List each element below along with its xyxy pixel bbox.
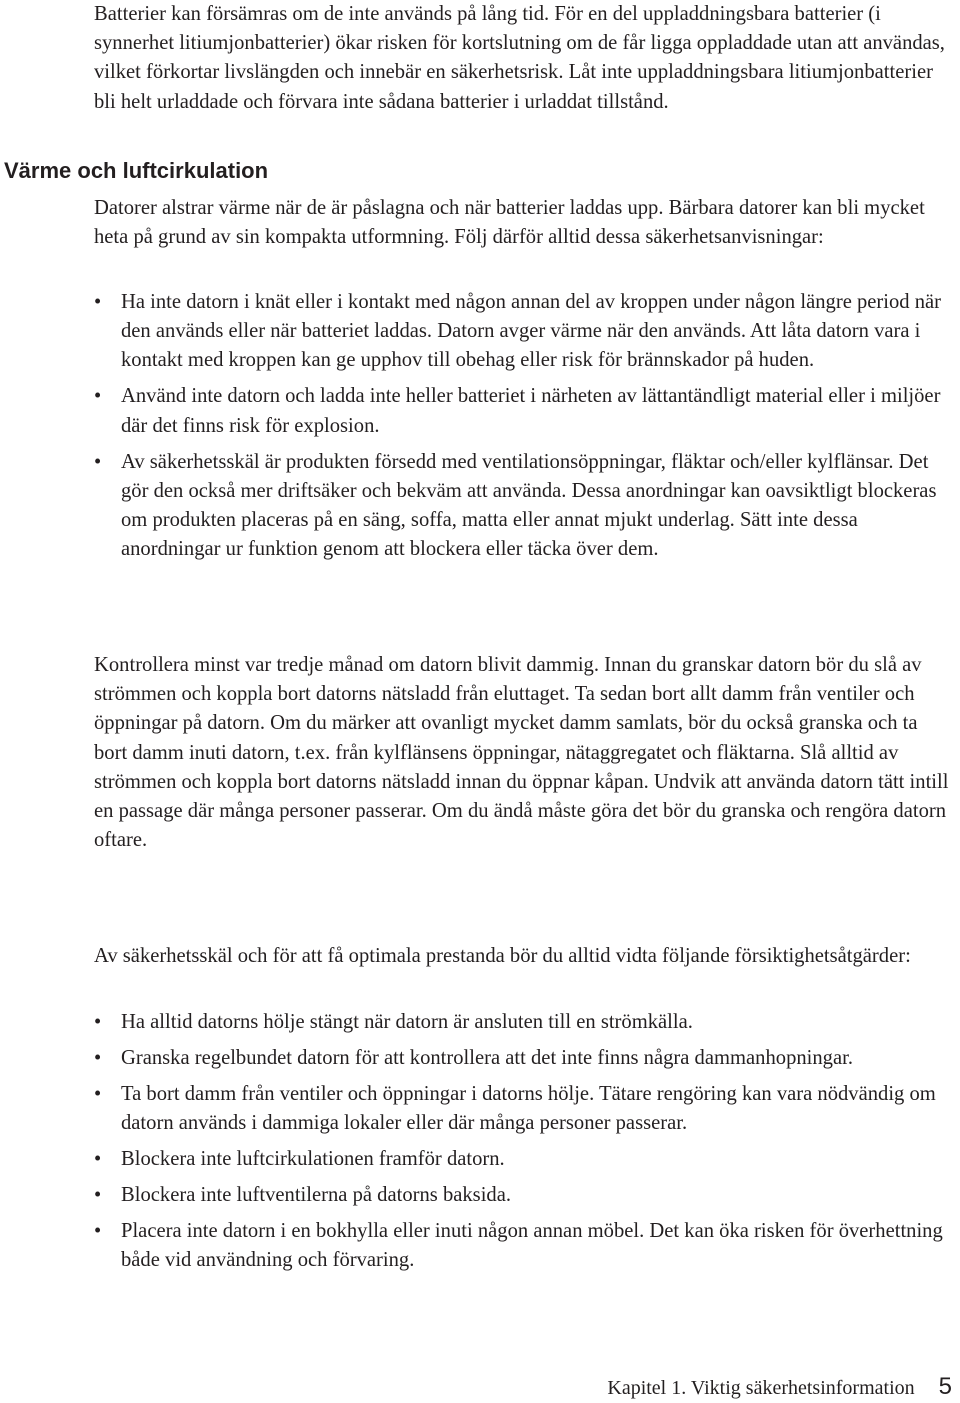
list-item: [94, 1008, 954, 1037]
footer-page-number: 5: [938, 1373, 952, 1400]
precaution-bullet-list: [94, 1008, 954, 1282]
list-item-text: Ha alltid datorns hölje stängt när datorn är ansluten till en strömkälla.: [121, 1011, 693, 1033]
page-footer: [607, 1372, 952, 1403]
bullet-icon: •: [94, 1148, 102, 1171]
bullet-icon: •: [94, 1011, 102, 1033]
heat-intro-paragraph: Datorer alstrar värme när de är påslagna och när batterier laddas upp. Bärbara datorer kan bli mycket heta på grund av sin kompakta utformning. Följ därför alltid dessa säkerhetsanvisningar:: [94, 197, 925, 249]
list-item: [94, 288, 954, 376]
list-item-text: Ha inte datorn i knät eller i kontakt med någon annan del av kroppen under någon längre period när den används eller när batteriet laddas. Datorn avger värme när den används. Att låta datorn vara i kontakt med kroppen kan ge upphov till obehag eller risk för brännskador på huden.: [121, 291, 942, 372]
battery-paragraph: Batterier kan försämras om de inte används på lång tid. För en del uppladdningsbara batterier (i synnerhet litiumjonbatterier) ökar risken för kortslutning om de får ligga oppladdade utan att användas, vilket förkortar livslängden och innebär en säkerhetsrisk. Låt inte uppladdningsbara litiumjonbatterier bli helt urladdade och förvara inte sådana batterier i urladdat tillstånd.: [94, 3, 945, 113]
list-item: [94, 1217, 954, 1275]
list-item-text: Av säkerhetsskäl är produkten försedd med ventilationsöppningar, fläktar och/eller kylflänsar. Det gör den också mer driftsäker och bekväm att använda. Dessa anordningar kan oavsiktligt blockeras om produkten placeras på en säng, soffa, matta eller annat mjukt underlag. Sätt inte dessa anordningar ur funktion genom att blockera eller täcka över dem.: [121, 450, 937, 561]
section-heading: Värme och luftcirkulation: [4, 158, 269, 183]
list-item: [94, 1044, 954, 1073]
bullet-icon: •: [94, 1047, 102, 1069]
list-item-text: Blockera inte luftcirkulationen framför datorn.: [121, 1148, 505, 1171]
bullet-icon: •: [94, 385, 102, 408]
bullet-icon: •: [94, 450, 102, 473]
list-item-text: Använd inte datorn och ladda inte heller batteriet i närheten av lättantändligt material eller i miljöer där det finns risk för explosion.: [121, 385, 941, 437]
bullet-icon: •: [94, 291, 102, 313]
list-item: [94, 1181, 954, 1210]
bullet-icon: •: [94, 1083, 102, 1105]
list-item-text: Granska regelbundet datorn för att kontrollera att det inte finns några dammanhopningar.: [121, 1047, 853, 1069]
list-item: [94, 382, 954, 440]
list-item-text: Ta bort damm från ventiler och öppningar i datorns hölje. Tätare rengöring kan vara nödvändig om datorn används i dammiga lokaler eller där många personer passerar.: [121, 1083, 936, 1135]
dust-paragraph: Kontrollera minst var tredje månad om datorn blivit dammig. Innan du granskar datorn bör du slå av strömmen och koppla bort datorns nätsladd från eluttaget. Ta sedan bort allt damm från ventiler och öppningar på datorn. Om du märker att ovanligt mycket damm samlats, bör du också granska och ta bort damm inuti datorn, t.ex. från kylflänsens öppningar, nätaggregatet och fläktarna. Slå alltid av strömmen och koppla bort datorns nätsladd innan du öppnar kåpan. Undvik att använda datorn tätt intill en passage där många personer passerar. Om du ändå måste göra det bör du granska och rengöra datorn oftare.: [94, 654, 949, 852]
list-item-text: Blockera inte luftventilerna på datorns baksida.: [121, 1184, 512, 1207]
list-item: [94, 1080, 954, 1138]
bullet-icon: •: [94, 1184, 102, 1207]
bullet-icon: •: [94, 1220, 102, 1243]
list-item-text: Placera inte datorn i en bokhylla eller inuti någon annan möbel. Det kan öka risken för överhettning både vid användning och förvaring.: [121, 1220, 943, 1272]
list-item: [94, 448, 954, 565]
precautions-intro-paragraph: Av säkerhetsskäl och för att få optimala prestanda bör du alltid vidta följande försiktighetsåtgärder:: [94, 945, 911, 967]
list-item: [94, 1145, 954, 1174]
footer-chapter-title: Kapitel 1. Viktig säkerhetsinformation: [607, 1377, 915, 1399]
heat-bullet-list: [94, 288, 954, 571]
